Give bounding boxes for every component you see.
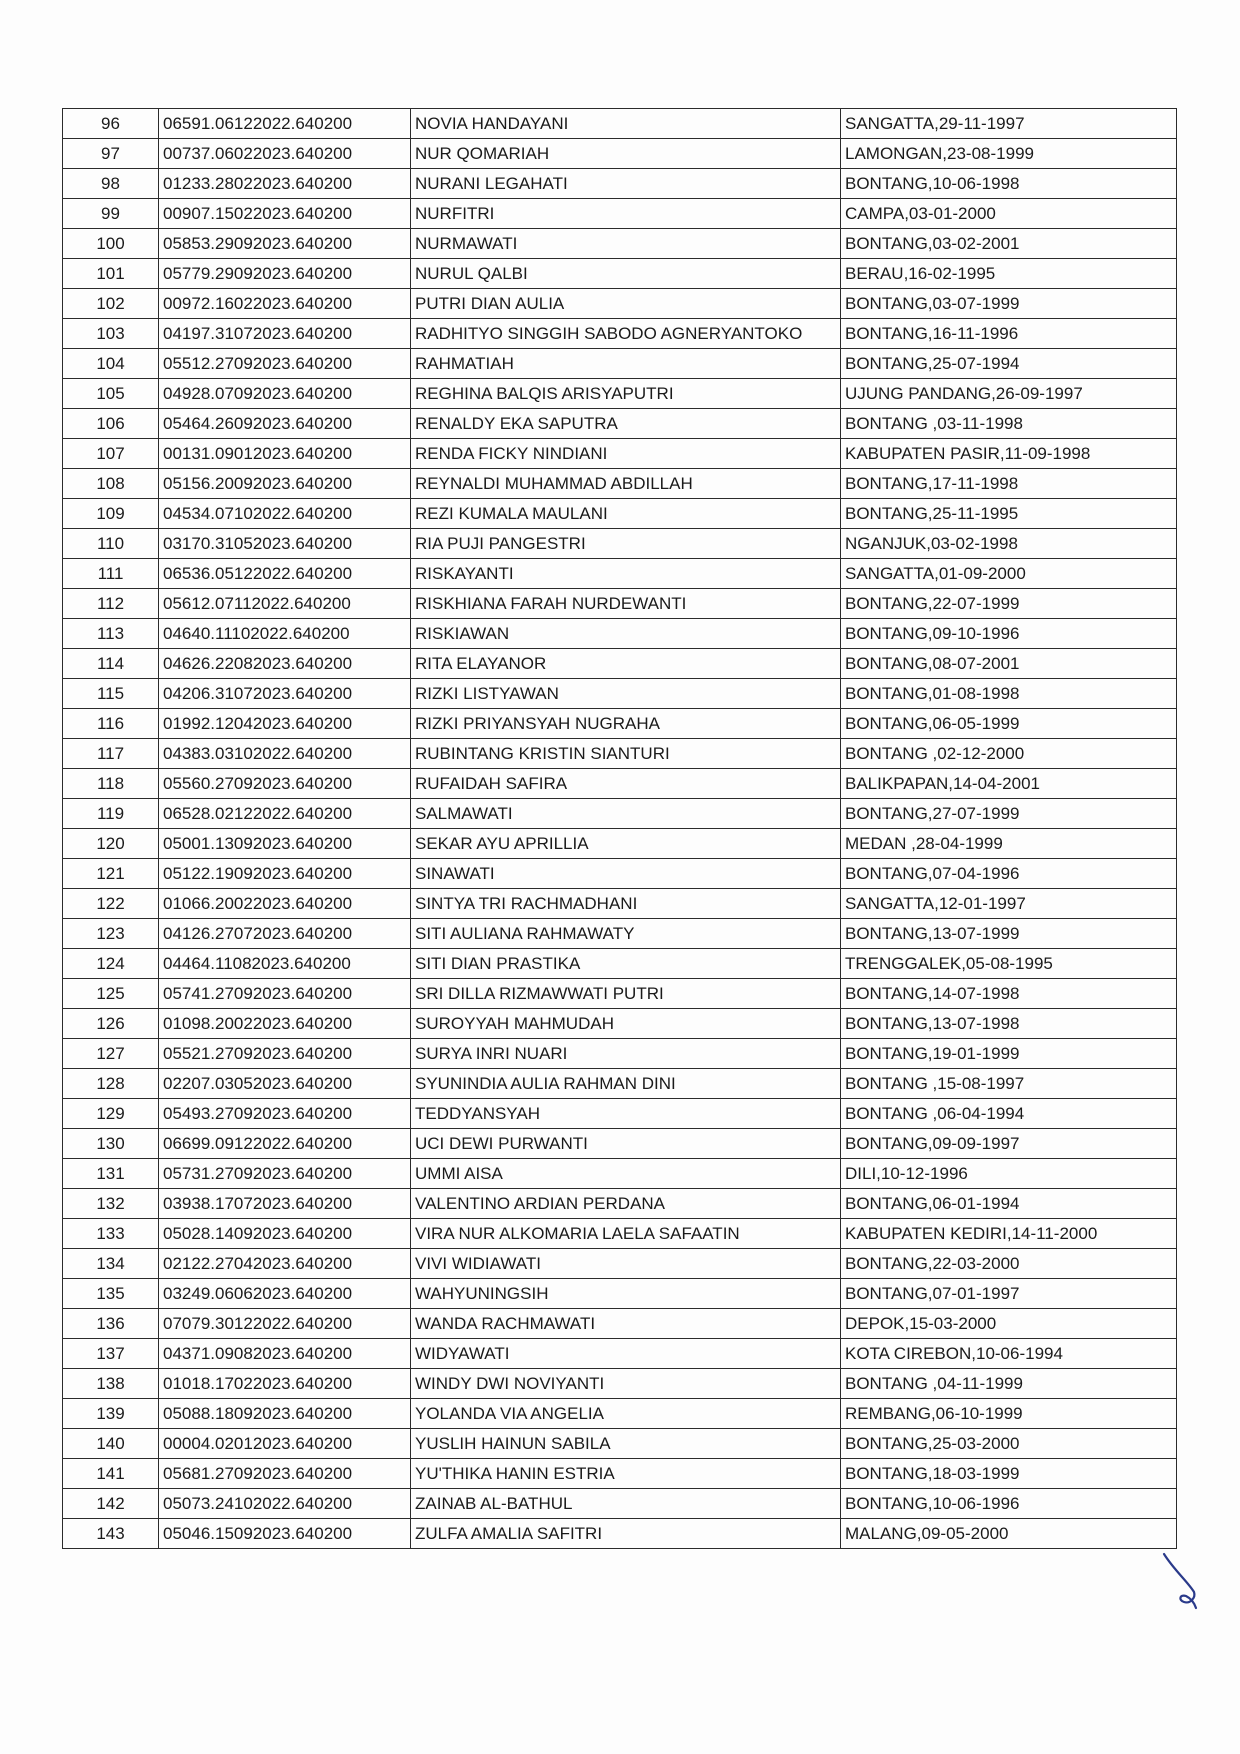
- table-row: [63, 1039, 1177, 1069]
- registration-number-cell: 03938.17072023.640200: [159, 1189, 411, 1219]
- table-row: [63, 799, 1177, 829]
- table-row: [63, 589, 1177, 619]
- row-number-cell: 125: [63, 979, 159, 1009]
- table-row: [63, 409, 1177, 439]
- participant-name-cell: WIDYAWATI: [411, 1339, 841, 1369]
- table-row: [63, 529, 1177, 559]
- row-number-cell: 128: [63, 1069, 159, 1099]
- registration-number-cell: 05046.15092023.640200: [159, 1519, 411, 1549]
- table-row: [63, 1189, 1177, 1219]
- row-number-cell: 101: [63, 259, 159, 289]
- table-row: [63, 139, 1177, 169]
- row-number-cell: 140: [63, 1429, 159, 1459]
- table-row: [63, 619, 1177, 649]
- table-row: [63, 1219, 1177, 1249]
- participant-name-cell: NURFITRI: [411, 199, 841, 229]
- participant-name-cell: NURANI LEGAHATI: [411, 169, 841, 199]
- participant-name-cell: RAHMATIAH: [411, 349, 841, 379]
- participant-name-cell: SURYA INRI NUARI: [411, 1039, 841, 1069]
- participant-name-cell: RADHITYO SINGGIH SABODO AGNERYANTOKO: [411, 319, 841, 349]
- birthplace-date-cell: BONTANG ,06-04-1994: [841, 1099, 1177, 1129]
- registration-number-cell: 00004.02012023.640200: [159, 1429, 411, 1459]
- birthplace-date-cell: BONTANG,10-06-1998: [841, 169, 1177, 199]
- registration-number-cell: 01066.20022023.640200: [159, 889, 411, 919]
- participant-name-cell: ZAINAB AL-BATHUL: [411, 1489, 841, 1519]
- table-row: [63, 349, 1177, 379]
- participant-name-cell: SUROYYAH MAHMUDAH: [411, 1009, 841, 1039]
- participant-name-cell: VALENTINO ARDIAN PERDANA: [411, 1189, 841, 1219]
- registration-number-cell: 05681.27092023.640200: [159, 1459, 411, 1489]
- participant-name-cell: NUR QOMARIAH: [411, 139, 841, 169]
- birthplace-date-cell: BONTANG,27-07-1999: [841, 799, 1177, 829]
- participant-name-cell: VIVI WIDIAWATI: [411, 1249, 841, 1279]
- row-number-cell: 113: [63, 619, 159, 649]
- row-number-cell: 105: [63, 379, 159, 409]
- birthplace-date-cell: BONTANG ,15-08-1997: [841, 1069, 1177, 1099]
- registration-number-cell: 04928.07092023.640200: [159, 379, 411, 409]
- birthplace-date-cell: BONTANG,22-07-1999: [841, 589, 1177, 619]
- participant-name-cell: RENDA FICKY NINDIANI: [411, 439, 841, 469]
- birthplace-date-cell: BONTANG,07-04-1996: [841, 859, 1177, 889]
- participant-name-cell: VIRA NUR ALKOMARIA LAELA SAFAATIN: [411, 1219, 841, 1249]
- row-number-cell: 100: [63, 229, 159, 259]
- row-number-cell: 132: [63, 1189, 159, 1219]
- birthplace-date-cell: BONTANG,10-06-1996: [841, 1489, 1177, 1519]
- participant-name-cell: SITI DIAN PRASTIKA: [411, 949, 841, 979]
- table-row: [63, 1099, 1177, 1129]
- participant-name-cell: REGHINA BALQIS ARISYAPUTRI: [411, 379, 841, 409]
- row-number-cell: 109: [63, 499, 159, 529]
- birthplace-date-cell: KABUPATEN PASIR,11-09-1998: [841, 439, 1177, 469]
- birthplace-date-cell: BONTANG,06-05-1999: [841, 709, 1177, 739]
- registration-number-cell: 05073.24102022.640200: [159, 1489, 411, 1519]
- registration-number-cell: 05156.20092023.640200: [159, 469, 411, 499]
- participant-name-cell: RISKAYANTI: [411, 559, 841, 589]
- row-number-cell: 127: [63, 1039, 159, 1069]
- registration-number-cell: 04534.07102022.640200: [159, 499, 411, 529]
- row-number-cell: 129: [63, 1099, 159, 1129]
- row-number-cell: 115: [63, 679, 159, 709]
- registration-number-cell: 05521.27092023.640200: [159, 1039, 411, 1069]
- table-row: [63, 109, 1177, 139]
- row-number-cell: 134: [63, 1249, 159, 1279]
- registration-number-cell: 04126.27072023.640200: [159, 919, 411, 949]
- birthplace-date-cell: SANGATTA,29-11-1997: [841, 109, 1177, 139]
- birthplace-date-cell: BONTANG,19-01-1999: [841, 1039, 1177, 1069]
- birthplace-date-cell: BONTANG,25-11-1995: [841, 499, 1177, 529]
- registration-number-cell: 07079.30122022.640200: [159, 1309, 411, 1339]
- registration-number-cell: 04640.11102022.640200: [159, 619, 411, 649]
- table-row: [63, 859, 1177, 889]
- row-number-cell: 102: [63, 289, 159, 319]
- birthplace-date-cell: BONTANG,08-07-2001: [841, 649, 1177, 679]
- row-number-cell: 138: [63, 1369, 159, 1399]
- table-row: [63, 1159, 1177, 1189]
- row-number-cell: 122: [63, 889, 159, 919]
- birthplace-date-cell: BONTANG ,03-11-1998: [841, 409, 1177, 439]
- participant-name-cell: WANDA RACHMAWATI: [411, 1309, 841, 1339]
- registration-number-cell: 00737.06022023.640200: [159, 139, 411, 169]
- participant-name-cell: YOLANDA VIA ANGELIA: [411, 1399, 841, 1429]
- table-row: [63, 469, 1177, 499]
- birthplace-date-cell: CAMPA,03-01-2000: [841, 199, 1177, 229]
- table-row: [63, 1069, 1177, 1099]
- row-number-cell: 126: [63, 1009, 159, 1039]
- registration-number-cell: 03249.06062023.640200: [159, 1279, 411, 1309]
- table-row: [63, 949, 1177, 979]
- row-number-cell: 135: [63, 1279, 159, 1309]
- row-number-cell: 99: [63, 199, 159, 229]
- registration-number-cell: 05088.18092023.640200: [159, 1399, 411, 1429]
- table-row: [63, 259, 1177, 289]
- birthplace-date-cell: SANGATTA,01-09-2000: [841, 559, 1177, 589]
- table-row: [63, 199, 1177, 229]
- registration-number-cell: 04626.22082023.640200: [159, 649, 411, 679]
- registration-number-cell: 05493.27092023.640200: [159, 1099, 411, 1129]
- table-row: [63, 319, 1177, 349]
- row-number-cell: 137: [63, 1339, 159, 1369]
- birthplace-date-cell: BONTANG,25-07-1994: [841, 349, 1177, 379]
- paraf-signature-mark: [1160, 1552, 1200, 1612]
- registration-number-cell: 06536.05122022.640200: [159, 559, 411, 589]
- participant-name-cell: RIZKI LISTYAWAN: [411, 679, 841, 709]
- registration-number-cell: 05741.27092023.640200: [159, 979, 411, 1009]
- table-row: [63, 1129, 1177, 1159]
- table-row: [63, 1399, 1177, 1429]
- row-number-cell: 123: [63, 919, 159, 949]
- registration-number-cell: 05731.27092023.640200: [159, 1159, 411, 1189]
- participant-name-cell: ZULFA AMALIA SAFITRI: [411, 1519, 841, 1549]
- birthplace-date-cell: REMBANG,06-10-1999: [841, 1399, 1177, 1429]
- birthplace-date-cell: BONTANG,25-03-2000: [841, 1429, 1177, 1459]
- row-number-cell: 119: [63, 799, 159, 829]
- registration-number-cell: 06699.09122022.640200: [159, 1129, 411, 1159]
- row-number-cell: 118: [63, 769, 159, 799]
- table-row: [63, 379, 1177, 409]
- registration-number-cell: 02122.27042023.640200: [159, 1249, 411, 1279]
- table-row: [63, 979, 1177, 1009]
- table-row: [63, 889, 1177, 919]
- participant-name-cell: SRI DILLA RIZMAWWATI PUTRI: [411, 979, 841, 1009]
- row-number-cell: 114: [63, 649, 159, 679]
- participant-name-cell: RISKIAWAN: [411, 619, 841, 649]
- registration-number-cell: 00972.16022023.640200: [159, 289, 411, 319]
- participant-name-cell: NURMAWATI: [411, 229, 841, 259]
- birthplace-date-cell: DILI,10-12-1996: [841, 1159, 1177, 1189]
- birthplace-date-cell: SANGATTA,12-01-1997: [841, 889, 1177, 919]
- birthplace-date-cell: BONTANG,01-08-1998: [841, 679, 1177, 709]
- birthplace-date-cell: BONTANG,18-03-1999: [841, 1459, 1177, 1489]
- birthplace-date-cell: LAMONGAN,23-08-1999: [841, 139, 1177, 169]
- row-number-cell: 103: [63, 319, 159, 349]
- participant-name-cell: RIA PUJI PANGESTRI: [411, 529, 841, 559]
- registration-number-cell: 05853.29092023.640200: [159, 229, 411, 259]
- birthplace-date-cell: BONTANG ,02-12-2000: [841, 739, 1177, 769]
- row-number-cell: 108: [63, 469, 159, 499]
- registration-number-cell: 05779.29092023.640200: [159, 259, 411, 289]
- table-row: [63, 1459, 1177, 1489]
- birthplace-date-cell: BONTANG,16-11-1996: [841, 319, 1177, 349]
- birthplace-date-cell: BONTANG,22-03-2000: [841, 1249, 1177, 1279]
- birthplace-date-cell: BONTANG,17-11-1998: [841, 469, 1177, 499]
- birthplace-date-cell: BONTANG ,04-11-1999: [841, 1369, 1177, 1399]
- table-row: [63, 1519, 1177, 1549]
- birthplace-date-cell: TRENGGALEK,05-08-1995: [841, 949, 1177, 979]
- row-number-cell: 136: [63, 1309, 159, 1339]
- birthplace-date-cell: BONTANG,03-02-2001: [841, 229, 1177, 259]
- participant-name-cell: NOVIA HANDAYANI: [411, 109, 841, 139]
- participant-name-cell: WINDY DWI NOVIYANTI: [411, 1369, 841, 1399]
- participant-name-cell: TEDDYANSYAH: [411, 1099, 841, 1129]
- row-number-cell: 120: [63, 829, 159, 859]
- row-number-cell: 133: [63, 1219, 159, 1249]
- registration-number-cell: 04197.31072023.640200: [159, 319, 411, 349]
- participant-name-cell: UMMI AISA: [411, 1159, 841, 1189]
- table-row: [63, 289, 1177, 319]
- birthplace-date-cell: BONTANG,13-07-1999: [841, 919, 1177, 949]
- birthplace-date-cell: UJUNG PANDANG,26-09-1997: [841, 379, 1177, 409]
- row-number-cell: 130: [63, 1129, 159, 1159]
- row-number-cell: 96: [63, 109, 159, 139]
- table-row: [63, 1489, 1177, 1519]
- table-row: [63, 1339, 1177, 1369]
- registration-number-cell: 04206.31072023.640200: [159, 679, 411, 709]
- row-number-cell: 139: [63, 1399, 159, 1429]
- table-row: [63, 559, 1177, 589]
- participant-name-cell: RISKHIANA FARAH NURDEWANTI: [411, 589, 841, 619]
- participant-name-cell: REYNALDI MUHAMMAD ABDILLAH: [411, 469, 841, 499]
- table-row: [63, 1369, 1177, 1399]
- birthplace-date-cell: BONTANG,13-07-1998: [841, 1009, 1177, 1039]
- birthplace-date-cell: BONTANG,09-09-1997: [841, 1129, 1177, 1159]
- table-row: [63, 229, 1177, 259]
- participant-name-cell: RIZKI PRIYANSYAH NUGRAHA: [411, 709, 841, 739]
- row-number-cell: 98: [63, 169, 159, 199]
- table-row: [63, 1009, 1177, 1039]
- row-number-cell: 111: [63, 559, 159, 589]
- table-row: [63, 1279, 1177, 1309]
- birthplace-date-cell: BONTANG,09-10-1996: [841, 619, 1177, 649]
- participant-name-cell: WAHYUNINGSIH: [411, 1279, 841, 1309]
- birthplace-date-cell: BONTANG,06-01-1994: [841, 1189, 1177, 1219]
- participant-name-cell: RUBINTANG KRISTIN SIANTURI: [411, 739, 841, 769]
- table-row: [63, 1309, 1177, 1339]
- participant-name-cell: RUFAIDAH SAFIRA: [411, 769, 841, 799]
- table-row: [63, 679, 1177, 709]
- registration-number-cell: 01098.20022023.640200: [159, 1009, 411, 1039]
- birthplace-date-cell: BONTANG,14-07-1998: [841, 979, 1177, 1009]
- birthplace-date-cell: KOTA CIREBON,10-06-1994: [841, 1339, 1177, 1369]
- registration-number-cell: 04371.09082023.640200: [159, 1339, 411, 1369]
- table-row: [63, 919, 1177, 949]
- birthplace-date-cell: NGANJUK,03-02-1998: [841, 529, 1177, 559]
- participant-name-cell: UCI DEWI PURWANTI: [411, 1129, 841, 1159]
- registration-number-cell: 05464.26092023.640200: [159, 409, 411, 439]
- participant-name-cell: SITI AULIANA RAHMAWATY: [411, 919, 841, 949]
- row-number-cell: 131: [63, 1159, 159, 1189]
- row-number-cell: 106: [63, 409, 159, 439]
- participant-name-cell: YU'THIKA HANIN ESTRIA: [411, 1459, 841, 1489]
- birthplace-date-cell: BONTANG,07-01-1997: [841, 1279, 1177, 1309]
- table-row: [63, 769, 1177, 799]
- row-number-cell: 110: [63, 529, 159, 559]
- row-number-cell: 104: [63, 349, 159, 379]
- row-number-cell: 107: [63, 439, 159, 469]
- row-number-cell: 112: [63, 589, 159, 619]
- registration-number-cell: 01992.12042023.640200: [159, 709, 411, 739]
- row-number-cell: 121: [63, 859, 159, 889]
- registration-number-cell: 06591.06122022.640200: [159, 109, 411, 139]
- table-row: [63, 829, 1177, 859]
- registration-number-cell: 05001.13092023.640200: [159, 829, 411, 859]
- table-row: [63, 709, 1177, 739]
- registration-number-cell: 05612.07112022.640200: [159, 589, 411, 619]
- birthplace-date-cell: KABUPATEN KEDIRI,14-11-2000: [841, 1219, 1177, 1249]
- registration-number-cell: 02207.03052023.640200: [159, 1069, 411, 1099]
- participant-table-body: [63, 109, 1177, 1549]
- row-number-cell: 116: [63, 709, 159, 739]
- participant-name-cell: REZI KUMALA MAULANI: [411, 499, 841, 529]
- participant-name-cell: SALMAWATI: [411, 799, 841, 829]
- participant-name-cell: PUTRI DIAN AULIA: [411, 289, 841, 319]
- registration-number-cell: 05512.27092023.640200: [159, 349, 411, 379]
- participant-name-cell: SINAWATI: [411, 859, 841, 889]
- participant-name-cell: YUSLIH HAINUN SABILA: [411, 1429, 841, 1459]
- registration-number-cell: 03170.31052023.640200: [159, 529, 411, 559]
- participant-name-cell: RENALDY EKA SAPUTRA: [411, 409, 841, 439]
- registration-number-cell: 05028.14092023.640200: [159, 1219, 411, 1249]
- birthplace-date-cell: MALANG,09-05-2000: [841, 1519, 1177, 1549]
- participant-name-cell: RITA ELAYANOR: [411, 649, 841, 679]
- row-number-cell: 141: [63, 1459, 159, 1489]
- table-row: [63, 439, 1177, 469]
- birthplace-date-cell: MEDAN ,28-04-1999: [841, 829, 1177, 859]
- table-row: [63, 739, 1177, 769]
- birthplace-date-cell: BALIKPAPAN,14-04-2001: [841, 769, 1177, 799]
- registration-number-cell: 00907.15022023.640200: [159, 199, 411, 229]
- registration-number-cell: 05560.27092023.640200: [159, 769, 411, 799]
- table-row: [63, 1429, 1177, 1459]
- registration-number-cell: 01018.17022023.640200: [159, 1369, 411, 1399]
- row-number-cell: 124: [63, 949, 159, 979]
- table-row: [63, 499, 1177, 529]
- registration-number-cell: 00131.09012023.640200: [159, 439, 411, 469]
- row-number-cell: 117: [63, 739, 159, 769]
- table-row: [63, 169, 1177, 199]
- birthplace-date-cell: BONTANG,03-07-1999: [841, 289, 1177, 319]
- registration-number-cell: 05122.19092023.640200: [159, 859, 411, 889]
- registration-number-cell: 01233.28022023.640200: [159, 169, 411, 199]
- row-number-cell: 142: [63, 1489, 159, 1519]
- registration-number-cell: 06528.02122022.640200: [159, 799, 411, 829]
- row-number-cell: 97: [63, 139, 159, 169]
- registration-number-cell: 04464.11082023.640200: [159, 949, 411, 979]
- participant-name-cell: SEKAR AYU APRILLIA: [411, 829, 841, 859]
- participant-name-cell: NURUL QALBI: [411, 259, 841, 289]
- participant-table: [62, 108, 1177, 1549]
- participant-name-cell: SYUNINDIA AULIA RAHMAN DINI: [411, 1069, 841, 1099]
- birthplace-date-cell: BERAU,16-02-1995: [841, 259, 1177, 289]
- birthplace-date-cell: DEPOK,15-03-2000: [841, 1309, 1177, 1339]
- table-row: [63, 649, 1177, 679]
- table-row: [63, 1249, 1177, 1279]
- row-number-cell: 143: [63, 1519, 159, 1549]
- registration-number-cell: 04383.03102022.640200: [159, 739, 411, 769]
- participant-name-cell: SINTYA TRI RACHMADHANI: [411, 889, 841, 919]
